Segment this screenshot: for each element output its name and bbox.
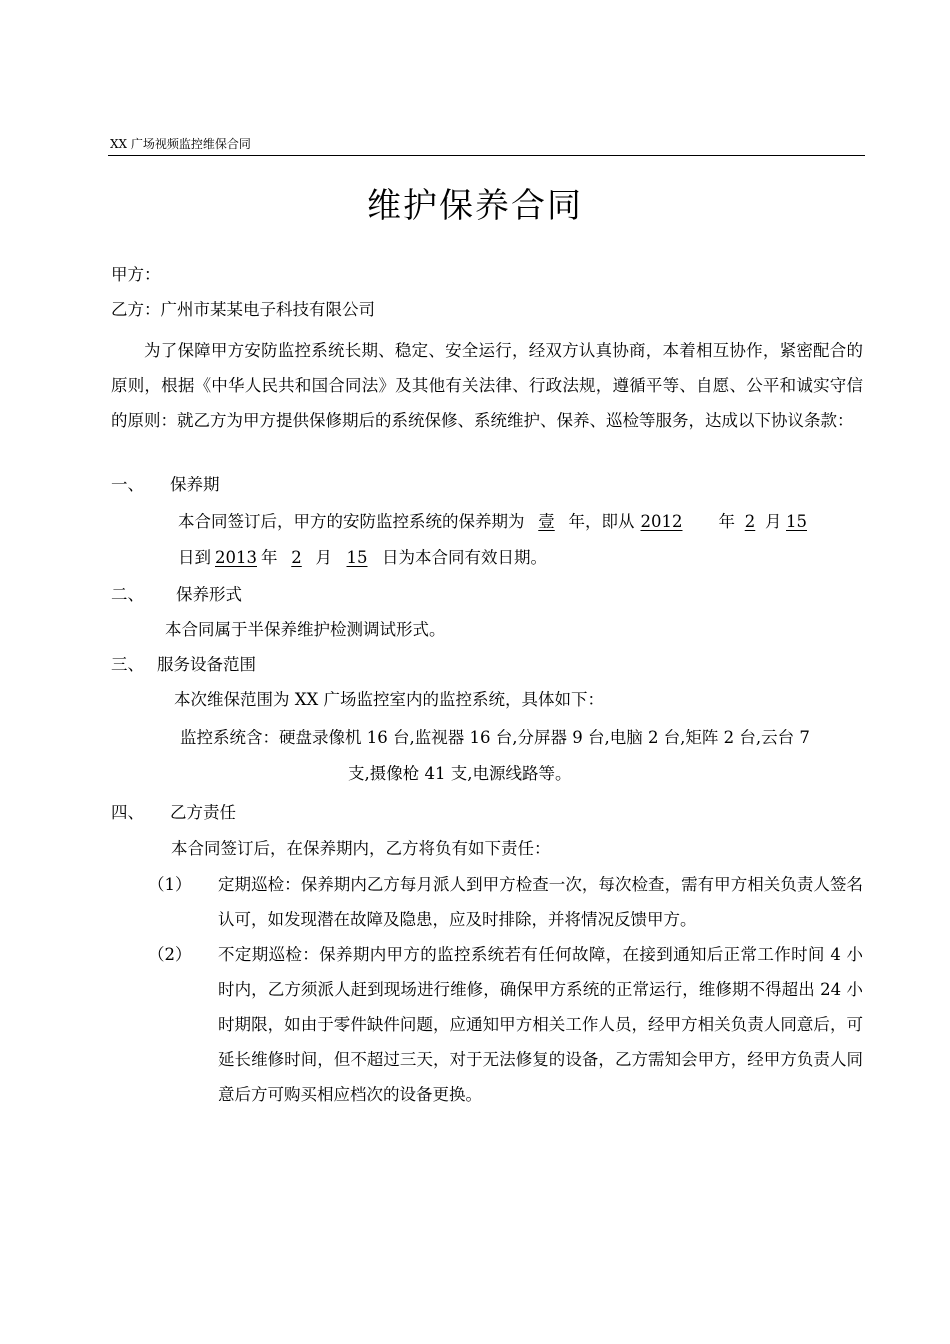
party-b-line: 乙方：广州市某某电子科技有限公司: [111, 300, 375, 319]
term-text-e: 日到: [178, 548, 211, 567]
term-text-b: 年，即从: [568, 512, 635, 531]
end-day-field: 15: [346, 548, 368, 567]
section-2-title: 保养形式: [176, 585, 242, 604]
header-divider: [108, 155, 865, 156]
section-1-line-1: [178, 511, 812, 533]
list-item-text: 定期巡检：保养期内乙方每月派人到甲方检查一次，每次检查，需有甲方相关负责人签名认可，如发现潜在故障及隐患，应及时排除，并将情况反馈甲方。: [218, 875, 863, 929]
section-1-title: 保养期: [170, 475, 220, 494]
section-3-text: 本次维保范围为 XX 广场监控室内的监控系统，具体如下：: [174, 690, 604, 709]
start-day-field: 15: [786, 512, 807, 531]
section-2-number: 二、: [111, 585, 144, 604]
document-title: 维护保养合同: [367, 186, 583, 226]
section-2-text: 本合同属于半保养维护检测调试形式。: [165, 620, 446, 639]
term-text-h: 日为本合同有效日期。: [382, 548, 547, 567]
term-text-d: 月: [765, 512, 782, 531]
section-1-line-2: [178, 547, 547, 569]
term-years-field: 壹: [538, 512, 555, 531]
section-4-title: 乙方责任: [170, 803, 236, 822]
term-text-c: 年: [718, 512, 735, 531]
section-4-number: 四、: [111, 803, 144, 822]
equipment-list-line-2: 支,摄像枪 41 支,电源线路等。: [348, 764, 572, 783]
term-text-f: 年: [261, 548, 278, 567]
equipment-list-line-1: 监控系统含：硬盘录像机 16 台,监视器 16 台,分屏器 9 台,电脑 2 台,矩阵 2 台,云台 7: [180, 728, 810, 747]
preamble-paragraph: 为了保障甲方安防监控系统长期、稳定、安全运行，经双方认真协商，本着相互协作，紧密配合的原则，根据《中华人民共和国合同法》及其他有关法律、行政法规，遵循平等、自愿、公平和诚实守信的原则：就乙方为甲方提供保修期后的系统保修、系统维护、保养、巡检等服务，达成以下协议条款：: [111, 341, 863, 430]
section-4-intro: 本合同签订后，在保养期内，乙方将负有如下责任：: [171, 839, 551, 858]
term-text-a: 本合同签订后，甲方的安防监控系统的保养期为: [178, 512, 525, 531]
party-a-line: 甲方：: [111, 265, 161, 284]
start-year-field: 2012: [640, 512, 683, 531]
list-item-text: 不定期巡检：保养期内甲方的监控系统若有任何故障，在接到通知后正常工作时间 4 小时内，乙方须派人赶到现场进行维修，确保甲方系统的正常运行，维修期不得超出 24 小时期限，如由于零件缺件问题，应通知甲方相关工作人员，经甲方相关负责人同意后，可延长维修时间，但不超过三天，对于无法修复的设备，乙方需知会甲方，经甲方负责人同意后方可购买相应档次的设备更换。: [218, 945, 863, 1104]
end-year-field: 2013: [215, 548, 257, 567]
end-month-field: 2: [291, 548, 302, 567]
section-1-number: 一、: [111, 475, 144, 494]
term-text-g: 月: [315, 548, 332, 567]
list-item-label: （2）: [148, 945, 192, 964]
running-header: XX 广场视频监控维保合同: [110, 137, 251, 151]
start-month-field: 2: [744, 512, 756, 531]
section-3-title: 服务设备范围: [157, 655, 256, 674]
list-item-label: （1）: [148, 875, 192, 894]
section-3-number: 三、: [111, 655, 144, 674]
